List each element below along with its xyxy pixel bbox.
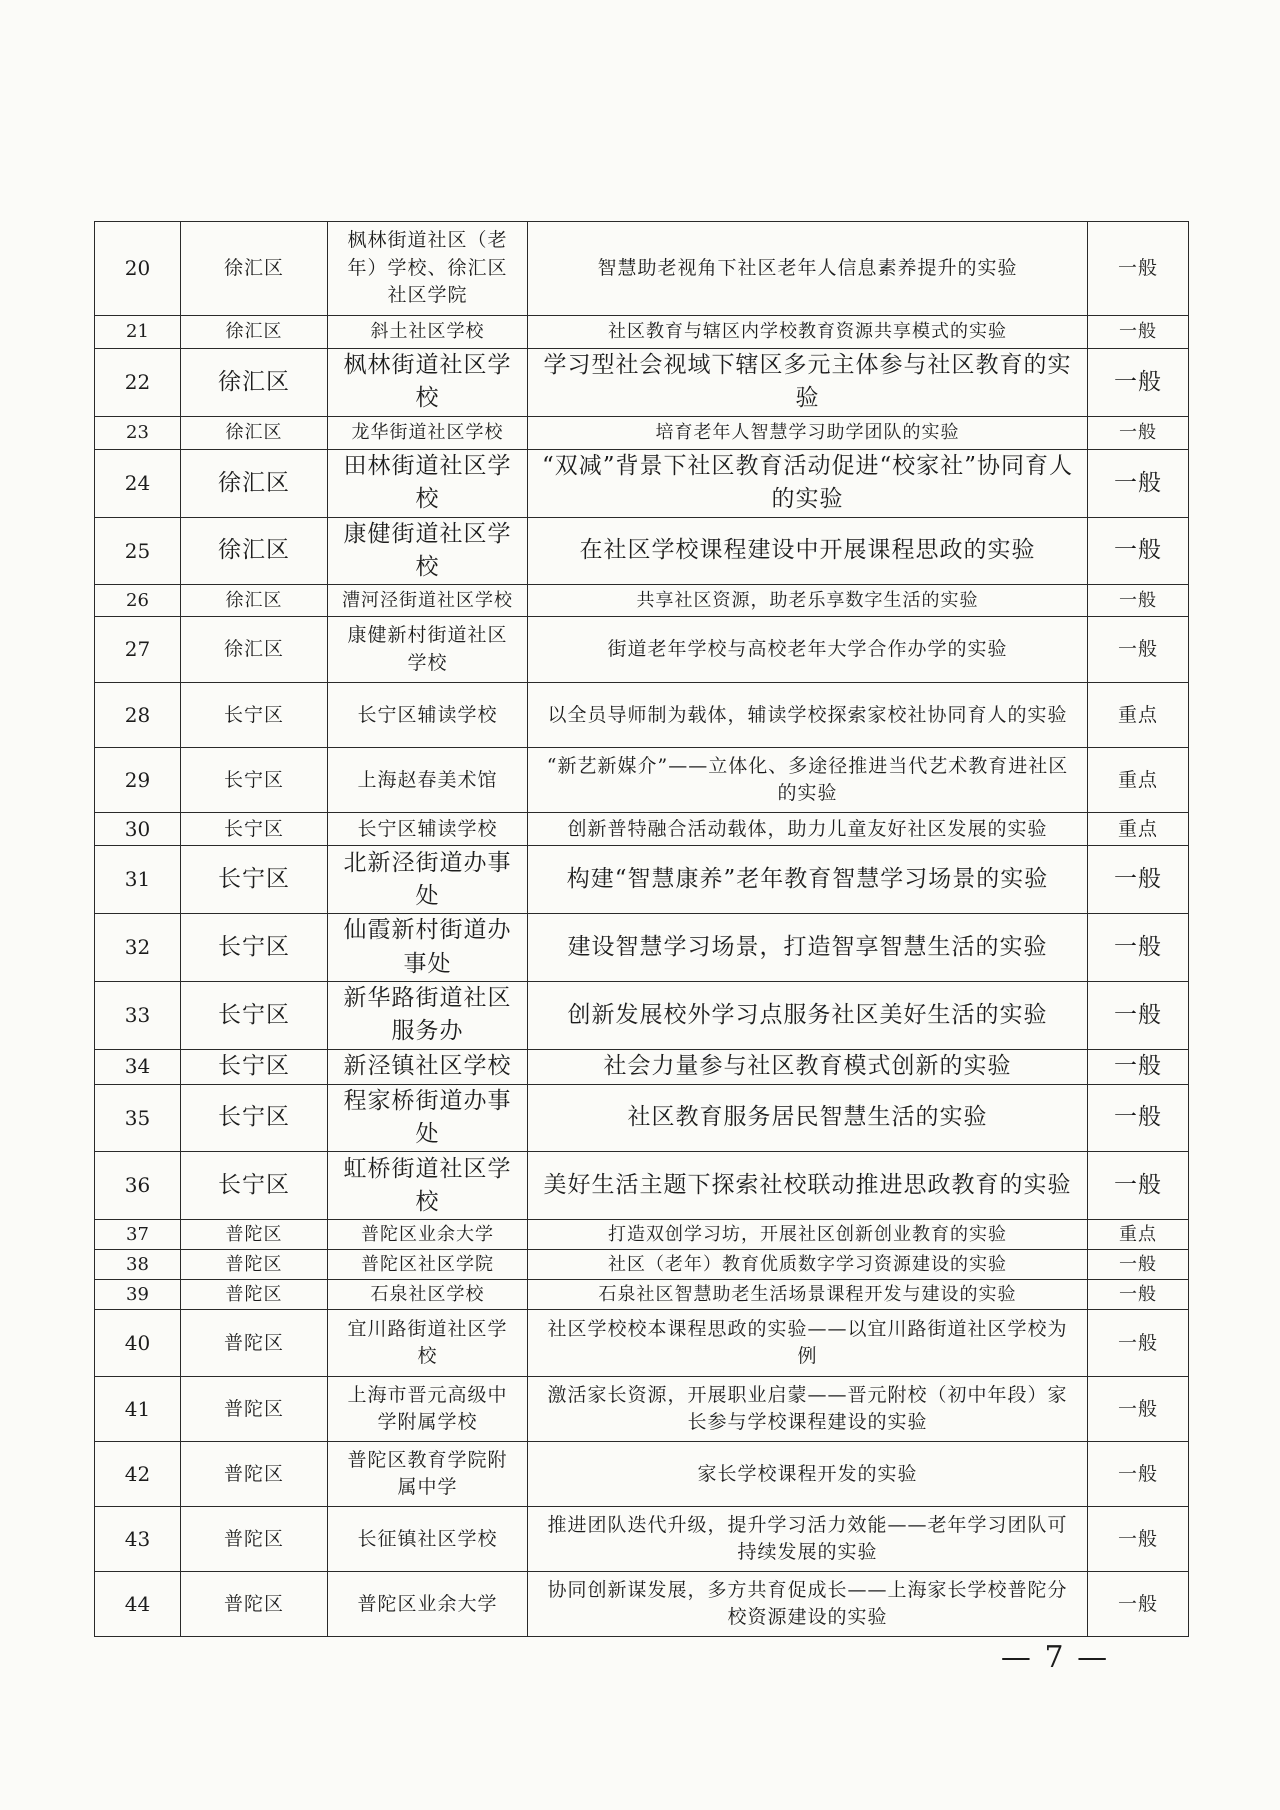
table-row	[95, 316, 1189, 349]
unit-cell: 新泾镇社区学校	[328, 1049, 528, 1084]
table-row	[95, 1250, 1189, 1280]
title-cell: 协同创新谋发展，多方共育促成长——上海家长学校普陀分校资源建设的实验	[528, 1572, 1088, 1637]
district-cell: 普陀区	[181, 1310, 328, 1377]
unit-cell: 上海市晋元高级中学附属学校	[328, 1377, 528, 1442]
category-cell: 一般	[1088, 914, 1189, 982]
table-row	[95, 1049, 1189, 1084]
title-cell: 智慧助老视角下社区老年人信息素养提升的实验	[528, 222, 1088, 316]
category-cell: 一般	[1088, 1507, 1189, 1572]
table-row	[95, 349, 1189, 417]
district-cell: 徐汇区	[181, 617, 328, 683]
row-number: 28	[95, 683, 181, 748]
table-row	[95, 813, 1189, 846]
title-cell: 石泉社区智慧助老生活场景课程开发与建设的实验	[528, 1280, 1088, 1310]
category-cell: 重点	[1088, 1220, 1189, 1250]
table-row	[95, 914, 1189, 982]
table-row	[95, 1280, 1189, 1310]
row-number: 33	[95, 982, 181, 1050]
category-cell: 一般	[1088, 1084, 1189, 1152]
unit-cell: 长宁区辅读学校	[328, 683, 528, 748]
table-row	[95, 1084, 1189, 1152]
row-number: 43	[95, 1507, 181, 1572]
table-body	[95, 222, 1189, 1637]
unit-cell: 北新泾街道办事处	[328, 846, 528, 914]
unit-cell: 普陀区教育学院附属中学	[328, 1442, 528, 1507]
title-cell: 激活家长资源，开展职业启蒙——晋元附校（初中年段）家长参与学校课程建设的实验	[528, 1377, 1088, 1442]
title-cell: 美好生活主题下探索社校联动推进思政教育的实验	[528, 1152, 1088, 1220]
title-cell: 社会力量参与社区教育模式创新的实验	[528, 1049, 1088, 1084]
row-number: 27	[95, 617, 181, 683]
unit-cell: 长征镇社区学校	[328, 1507, 528, 1572]
district-cell: 普陀区	[181, 1280, 328, 1310]
category-cell: 一般	[1088, 846, 1189, 914]
district-cell: 长宁区	[181, 813, 328, 846]
title-cell: 街道老年学校与高校老年大学合作办学的实验	[528, 617, 1088, 683]
title-cell: 社区（老年）教育优质数字学习资源建设的实验	[528, 1250, 1088, 1280]
title-cell: 培育老年人智慧学习助学团队的实验	[528, 416, 1088, 449]
title-cell: 社区学校校本课程思政的实验——以宜川路街道社区学校为例	[528, 1310, 1088, 1377]
unit-cell: 宜川路街道社区学校	[328, 1310, 528, 1377]
unit-cell: 枫林街道社区学校	[328, 349, 528, 417]
page-number: — 7 —	[1000, 1640, 1110, 1675]
category-cell: 一般	[1088, 617, 1189, 683]
row-number: 36	[95, 1152, 181, 1220]
district-cell: 长宁区	[181, 1049, 328, 1084]
row-number: 20	[95, 222, 181, 316]
unit-cell: 上海赵春美术馆	[328, 748, 528, 813]
title-cell: “双减”背景下社区教育活动促进“校家社”协同育人的实验	[528, 449, 1088, 517]
district-cell: 徐汇区	[181, 316, 328, 349]
title-cell: 建设智慧学习场景，打造智享智慧生活的实验	[528, 914, 1088, 982]
category-cell: 重点	[1088, 748, 1189, 813]
unit-cell: 康健新村街道社区学校	[328, 617, 528, 683]
category-cell: 一般	[1088, 222, 1189, 316]
row-number: 21	[95, 316, 181, 349]
category-cell: 一般	[1088, 1152, 1189, 1220]
row-number: 38	[95, 1250, 181, 1280]
category-cell: 一般	[1088, 349, 1189, 417]
unit-cell: 新华路街道社区服务办	[328, 982, 528, 1050]
district-cell: 普陀区	[181, 1250, 328, 1280]
row-number: 26	[95, 585, 181, 617]
category-cell: 一般	[1088, 585, 1189, 617]
table-row	[95, 416, 1189, 449]
table-row	[95, 1220, 1189, 1250]
district-cell: 普陀区	[181, 1572, 328, 1637]
category-cell: 一般	[1088, 1280, 1189, 1310]
category-cell: 一般	[1088, 517, 1189, 585]
row-number: 42	[95, 1442, 181, 1507]
unit-cell: 普陀区业余大学	[328, 1220, 528, 1250]
row-number: 25	[95, 517, 181, 585]
category-cell: 一般	[1088, 1442, 1189, 1507]
district-cell: 长宁区	[181, 683, 328, 748]
district-cell: 普陀区	[181, 1220, 328, 1250]
table-row	[95, 517, 1189, 585]
row-number: 41	[95, 1377, 181, 1442]
category-cell: 一般	[1088, 449, 1189, 517]
title-cell: 社区教育服务居民智慧生活的实验	[528, 1084, 1088, 1152]
title-cell: 打造双创学习坊，开展社区创新创业教育的实验	[528, 1220, 1088, 1250]
district-cell: 徐汇区	[181, 416, 328, 449]
table-row	[95, 1377, 1189, 1442]
category-cell: 重点	[1088, 813, 1189, 846]
row-number: 31	[95, 846, 181, 914]
category-cell: 一般	[1088, 316, 1189, 349]
category-cell: 一般	[1088, 1049, 1189, 1084]
title-cell: 在社区学校课程建设中开展课程思政的实验	[528, 517, 1088, 585]
title-cell: 学习型社会视域下辖区多元主体参与社区教育的实验	[528, 349, 1088, 417]
title-cell: 共享社区资源，助老乐享数字生活的实验	[528, 585, 1088, 617]
district-cell: 长宁区	[181, 1084, 328, 1152]
title-cell: “新艺新媒介”——立体化、多途径推进当代艺术教育进社区的实验	[528, 748, 1088, 813]
category-cell: 一般	[1088, 1250, 1189, 1280]
table-row	[95, 748, 1189, 813]
row-number: 39	[95, 1280, 181, 1310]
table-row	[95, 846, 1189, 914]
unit-cell: 仙霞新村街道办事处	[328, 914, 528, 982]
row-number: 24	[95, 449, 181, 517]
title-cell: 社区教育与辖区内学校教育资源共享模式的实验	[528, 316, 1088, 349]
district-cell: 普陀区	[181, 1377, 328, 1442]
district-cell: 徐汇区	[181, 585, 328, 617]
unit-cell: 石泉社区学校	[328, 1280, 528, 1310]
row-number: 44	[95, 1572, 181, 1637]
category-cell: 一般	[1088, 982, 1189, 1050]
district-cell: 长宁区	[181, 914, 328, 982]
experiment-list-table	[94, 221, 1189, 1637]
title-cell: 构建“智慧康养”老年教育智慧学习场景的实验	[528, 846, 1088, 914]
table-row	[95, 449, 1189, 517]
unit-cell: 龙华街道社区学校	[328, 416, 528, 449]
row-number: 23	[95, 416, 181, 449]
unit-cell: 田林街道社区学校	[328, 449, 528, 517]
title-cell: 家长学校课程开发的实验	[528, 1442, 1088, 1507]
row-number: 40	[95, 1310, 181, 1377]
category-cell: 一般	[1088, 416, 1189, 449]
row-number: 35	[95, 1084, 181, 1152]
title-cell: 以全员导师制为载体，辅读学校探索家校社协同育人的实验	[528, 683, 1088, 748]
table-row	[95, 1507, 1189, 1572]
district-cell: 长宁区	[181, 982, 328, 1050]
district-cell: 长宁区	[181, 846, 328, 914]
unit-cell: 程家桥街道办事处	[328, 1084, 528, 1152]
category-cell: 一般	[1088, 1572, 1189, 1637]
row-number: 30	[95, 813, 181, 846]
table-row	[95, 1152, 1189, 1220]
category-cell: 重点	[1088, 683, 1189, 748]
unit-cell: 康健街道社区学校	[328, 517, 528, 585]
row-number: 22	[95, 349, 181, 417]
table-row	[95, 617, 1189, 683]
unit-cell: 普陀区社区学院	[328, 1250, 528, 1280]
category-cell: 一般	[1088, 1310, 1189, 1377]
district-cell: 徐汇区	[181, 222, 328, 316]
category-cell: 一般	[1088, 1377, 1189, 1442]
table-row	[95, 222, 1189, 316]
title-cell: 推进团队迭代升级，提升学习活力效能——老年学习团队可持续发展的实验	[528, 1507, 1088, 1572]
district-cell: 徐汇区	[181, 449, 328, 517]
row-number: 34	[95, 1049, 181, 1084]
district-cell: 长宁区	[181, 748, 328, 813]
table-row	[95, 585, 1189, 617]
district-cell: 普陀区	[181, 1442, 328, 1507]
table-row	[95, 683, 1189, 748]
unit-cell: 虹桥街道社区学校	[328, 1152, 528, 1220]
district-cell: 徐汇区	[181, 349, 328, 417]
title-cell: 创新发展校外学习点服务社区美好生活的实验	[528, 982, 1088, 1050]
district-cell: 徐汇区	[181, 517, 328, 585]
unit-cell: 长宁区辅读学校	[328, 813, 528, 846]
district-cell: 普陀区	[181, 1507, 328, 1572]
district-cell: 长宁区	[181, 1152, 328, 1220]
unit-cell: 漕河泾街道社区学校	[328, 585, 528, 617]
unit-cell: 枫林街道社区（老年）学校、徐汇区社区学院	[328, 222, 528, 316]
table-row	[95, 1310, 1189, 1377]
row-number: 29	[95, 748, 181, 813]
row-number: 32	[95, 914, 181, 982]
row-number: 37	[95, 1220, 181, 1250]
table-row	[95, 982, 1189, 1050]
unit-cell: 斜土社区学校	[328, 316, 528, 349]
table-row	[95, 1572, 1189, 1637]
unit-cell: 普陀区业余大学	[328, 1572, 528, 1637]
title-cell: 创新普特融合活动载体，助力儿童友好社区发展的实验	[528, 813, 1088, 846]
table-row	[95, 1442, 1189, 1507]
